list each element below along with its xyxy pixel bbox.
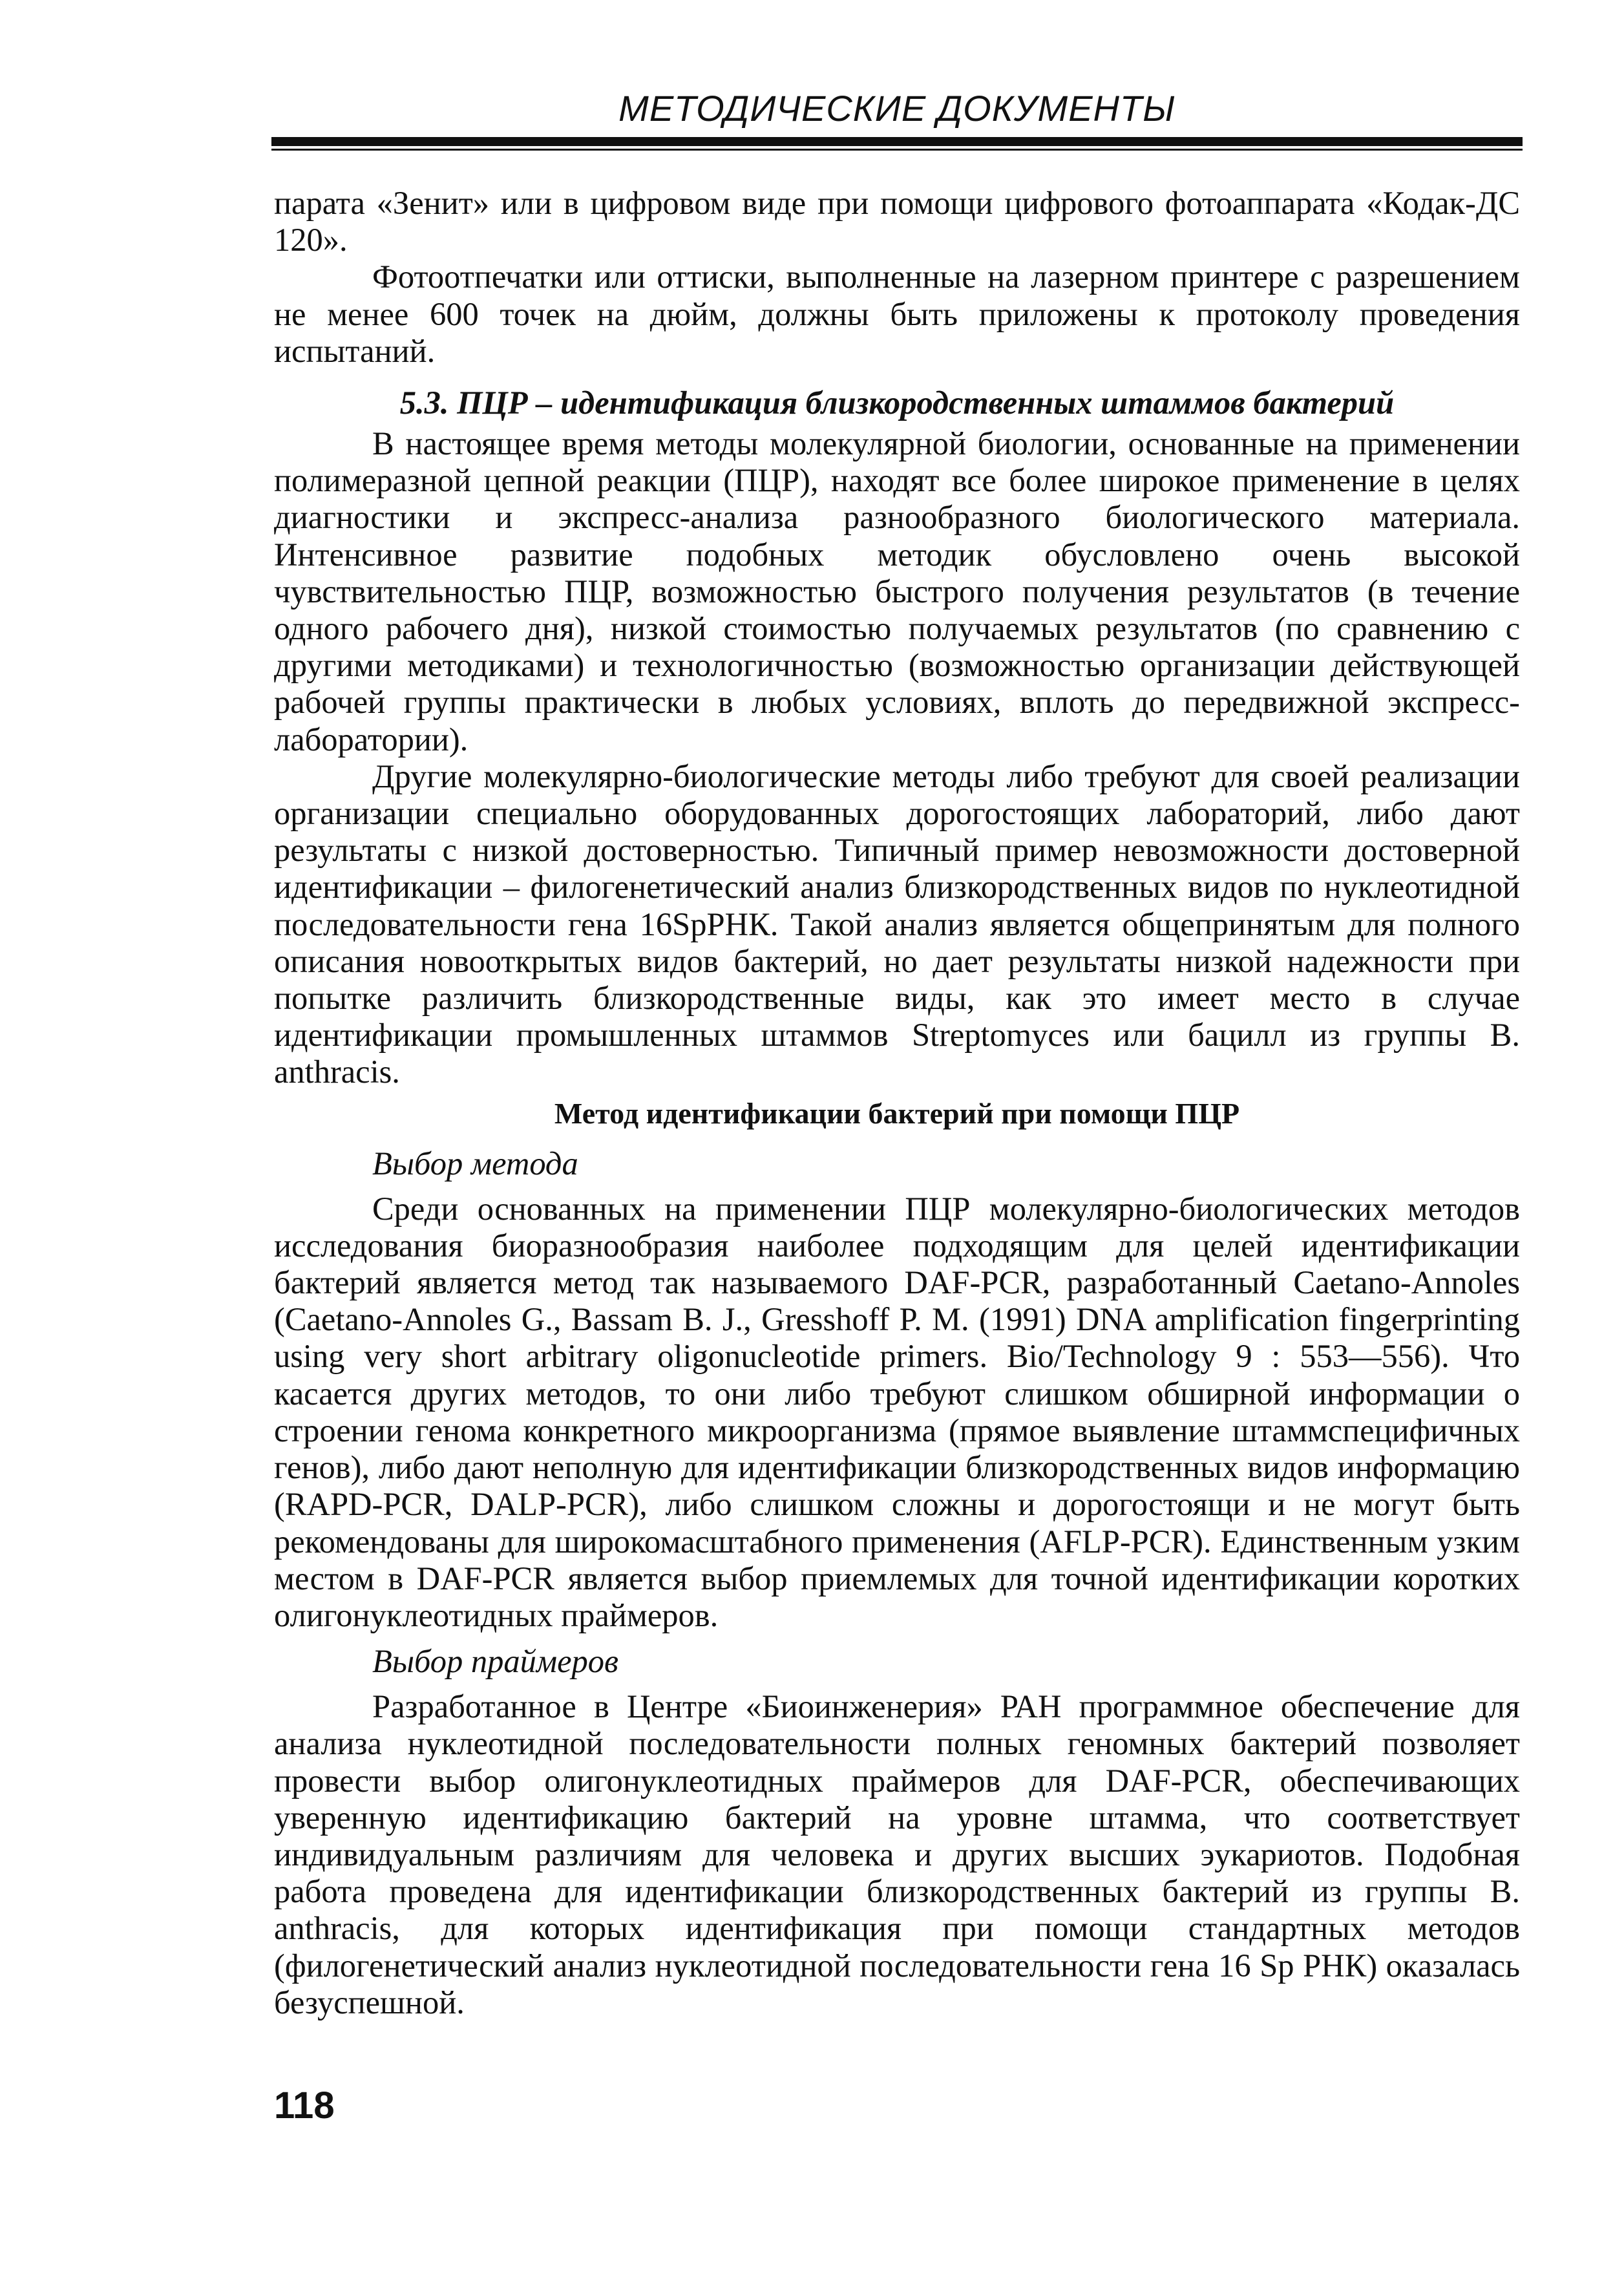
paragraph-continuation: парата «Зенит» или в цифровом виде при помощи цифрового фотоаппарата «Кодак-ДС 120». bbox=[274, 185, 1520, 259]
page-body bbox=[274, 185, 1520, 2021]
paragraph-pcr-intro: В настоящее время методы молекулярной биологии, основанные на применении полимеразной цепной реакции (ПЦР), находят все более широкое применение в целях диагностики и экспресс-анализа разнообразного биологического материала. Интенсивное развитие подобных методик обусловлено очень высокой чувствительностью ПЦР, возможностью быстрого получения результатов (в течение одного рабочего дня), низкой стоимостью получаемых результатов (по сравнению с другими методиками) и технологичностью (возможностью организации действующей рабочей группы практически в любых условиях, вплоть до передвижной экспресс-лаборатории). bbox=[274, 425, 1520, 758]
subheading-method-choice: Выбор метода bbox=[372, 1145, 578, 1182]
paragraph-daf-pcr: Среди основанных на применении ПЦР молекулярно-биологических методов исследования биоразнообразия наиболее подходящим для целей идентификации бактерий является метод так называемого DAF-PCR, разработанный Caetano-Annoles (Caetano-Annoles G., Bassam B. J., Gresshoff P. M. (1991) DNA amplification fingerprinting using very short arbitrary oligonucleotide primers. Bio/Technology 9 : 553—556). Что касается других методов, то они либо требуют слишком обширной информации о строении генома конкретного микроорганизма (прямое выявление штаммспецифичных генов), либо дают неполную для идентификации близкородственных видов информацию (RAPD-PCR, DALP-PCR), либо слишком сложны и дорогостоящи и не могут быть рекомендованы для широкомасштабного применения (AFLP-PCR). Единственным узким местом в DAF-PCR является выбор приемлемых для точной идентификации коротких олигонуклеотидных праймеров. bbox=[274, 1190, 1520, 1633]
method-heading: Метод идентификации бактерий при помощи ПЦР bbox=[554, 1096, 1240, 1130]
paragraph-photoprints: Фотоотпечатки или оттиски, выполненные на лазерном принтере с разрешением не менее 600 точек на дюйм, должны быть приложены к протоколу проведения испытаний. bbox=[274, 259, 1520, 369]
paragraph-other-methods: Другие молекулярно-биологические методы либо требуют для своей реализации организации специально оборудованных дорогостоящих лабораторий, либо дают результаты с низкой достоверностью. Типичный пример невозможности достоверной идентификации – филогенетический анализ близкородственных видов по нуклеотидной последовательности гена 16SpРНК. Такой анализ является общепринятым для полного описания новооткрытых видов бактерий, но дает результаты низкой надежности при попытке различить близкородственные виды, как это имеет место в случае идентификации промышленных штаммов Streptomyces или бацилл из группы B. anthracis. bbox=[274, 758, 1520, 1090]
running-header: МЕТОДИЧЕСКИЕ ДОКУМЕНТЫ bbox=[618, 88, 1176, 129]
subheading-primer-choice: Выбор праймеров bbox=[372, 1643, 618, 1680]
section-heading: 5.3. ПЦР – идентификация близкородственных штаммов бактерий bbox=[399, 385, 1395, 421]
header-rule-thin bbox=[271, 149, 1523, 151]
paragraph-software: Разработанное в Центре «Биоинженерия» РАН программное обеспечение для анализа нуклеотидной последовательности полных геномных бактерий позволяет провести выбор олигонуклеотидных праймеров для DAF-PCR, обеспечивающих уверенную идентификацию бактерий на уровне штамма, что соответствует индивидуальным различиям для человека и других высших эукариотов. Подобная работа проведена для идентификации близкородственных бактерий из группы B. anthracis, для которых идентификация при помощи стандартных методов (филогенетический анализ нуклеотидной последовательности гена 16 Sp РНК) оказалась безуспешной. bbox=[274, 1688, 1520, 2021]
header-rule-thick bbox=[271, 137, 1523, 146]
page-number: 118 bbox=[274, 2085, 335, 2127]
